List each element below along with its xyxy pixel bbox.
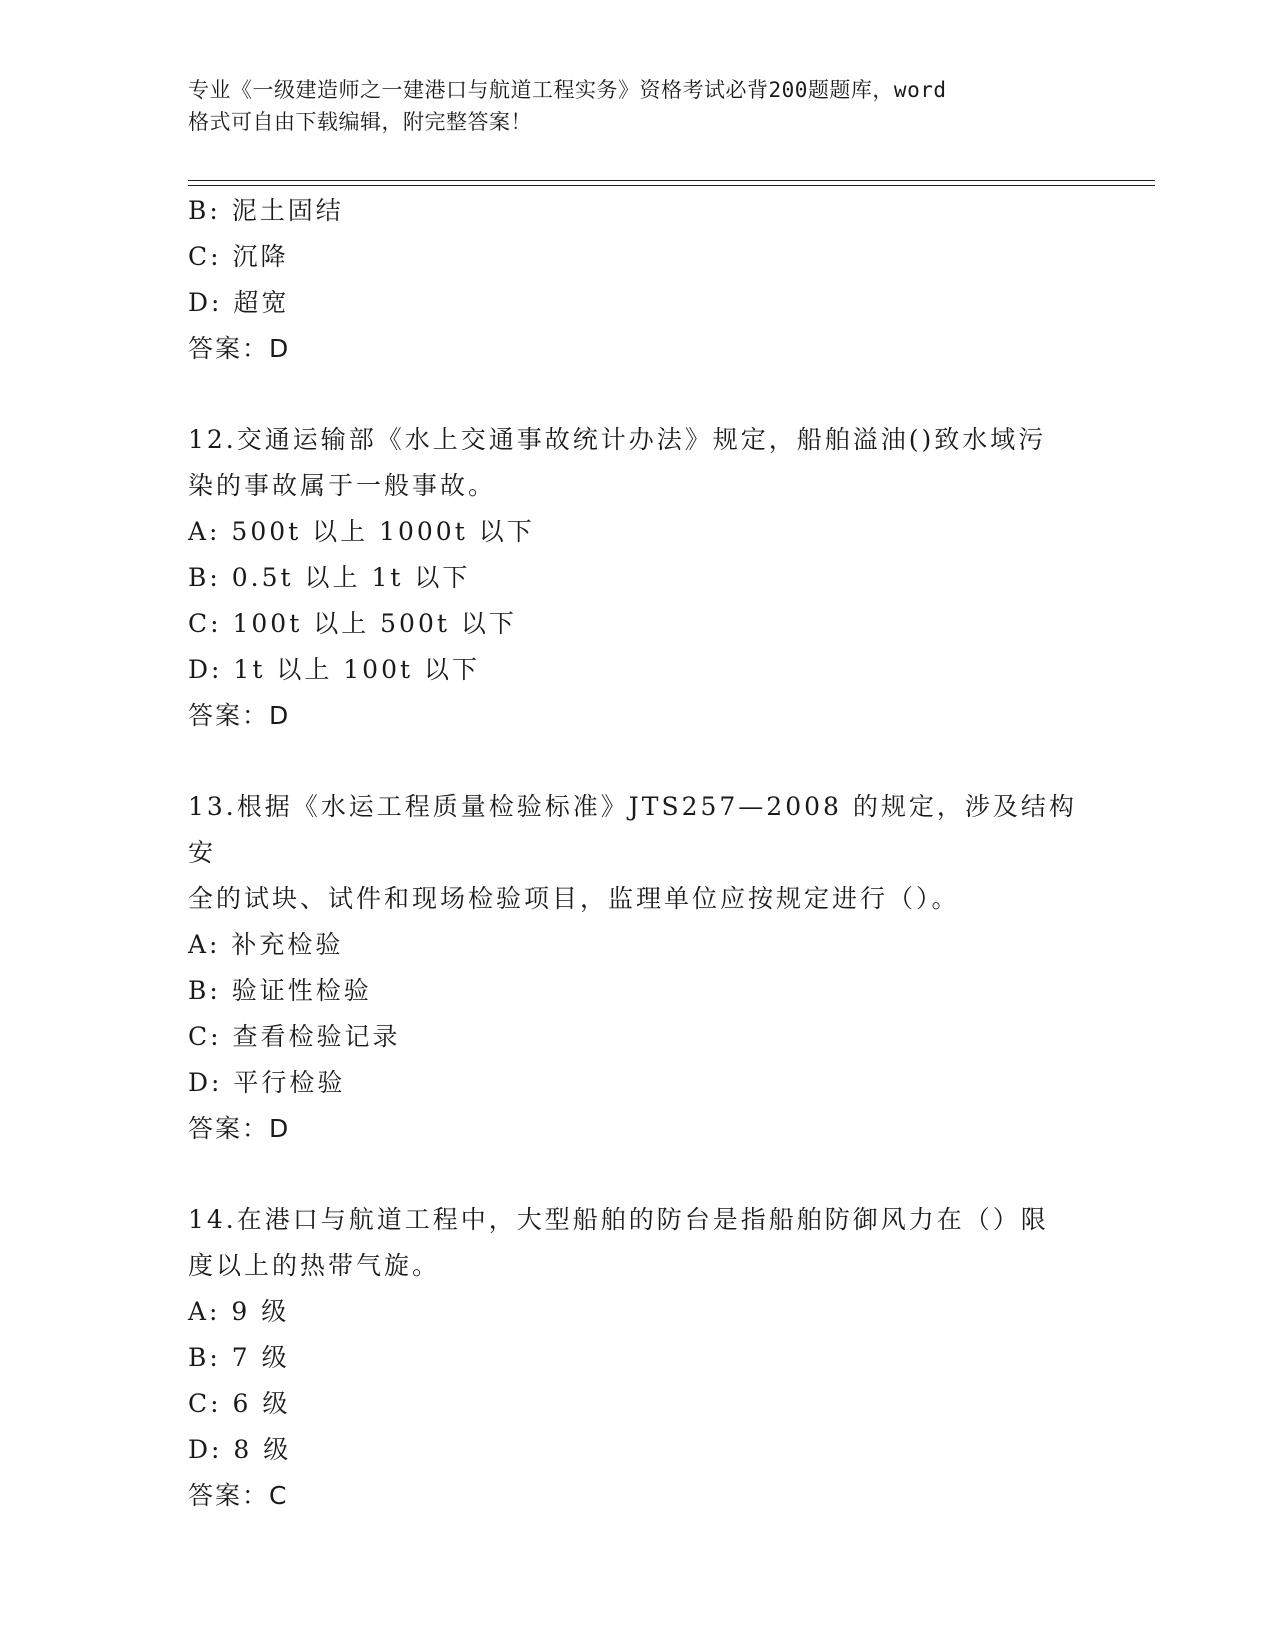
spacer	[188, 372, 1088, 417]
option-b: B: 验证性检验	[188, 976, 372, 1005]
header-line-1: 专业《一级建造师之一建港口与航道工程实务》资格考试必背200题题库，word	[188, 78, 947, 102]
question-stem-line: 染的事故属于一般事故。	[188, 471, 497, 500]
question-stem-line: 12.交通运输部《水上交通事故统计办法》规定，船舶溢油()致水域污	[188, 425, 1047, 454]
question-list	[188, 188, 1088, 1519]
option-d: D: 平行检验	[188, 1068, 346, 1097]
question-partial	[188, 188, 1088, 372]
option-b: B: 泥土固结	[188, 196, 344, 225]
header-divider-bottom	[188, 185, 1155, 186]
option-c: C: 100t 以上 500t 以下	[188, 609, 517, 638]
question-stem-line: 度以上的热带气旋。	[188, 1251, 441, 1280]
document-header	[188, 74, 1068, 138]
question-stem	[188, 417, 1088, 509]
option-d: D: 1t 以上 100t 以下	[188, 655, 480, 684]
question-stem-line: 全的试块、试件和现场检验项目，监理单位应按规定进行（）。	[188, 884, 960, 913]
option-d: D: 超宽	[188, 288, 290, 317]
question-stem	[188, 1197, 1088, 1289]
option-c: C: 查看检验记录	[188, 1022, 401, 1051]
option-c: C: 6 级	[188, 1389, 291, 1418]
option-a: A: 500t 以上 1000t 以下	[188, 517, 535, 546]
spacer	[188, 739, 1088, 784]
spacer	[188, 1152, 1088, 1197]
question-stem-line: 14.在港口与航道工程中，大型船舶的防台是指船舶防御风力在（）限	[188, 1205, 1049, 1234]
option-b: B: 0.5t 以上 1t 以下	[188, 563, 471, 592]
option-a: A: 9 级	[188, 1297, 290, 1326]
option-c: C: 沉降	[188, 242, 289, 271]
header-divider-top	[188, 180, 1155, 181]
answer-text: 答案：D	[188, 1114, 291, 1143]
answer-text: 答案：C	[188, 1481, 289, 1510]
question-13	[188, 784, 1088, 1152]
option-d: D: 8 级	[188, 1435, 292, 1464]
question-stem	[188, 784, 1088, 922]
question-14	[188, 1197, 1088, 1519]
header-line-2: 格式可自由下载编辑，附完整答案！	[188, 110, 532, 134]
answer-text: 答案：D	[188, 701, 291, 730]
answer-text: 答案：D	[188, 334, 291, 363]
question-12	[188, 417, 1088, 739]
question-stem-line: 13.根据《水运工程质量检验标准》JTS257—2008 的规定，涉及结构安	[188, 792, 1077, 867]
option-a: A: 补充检验	[188, 930, 344, 959]
option-b: B: 7 级	[188, 1343, 290, 1372]
